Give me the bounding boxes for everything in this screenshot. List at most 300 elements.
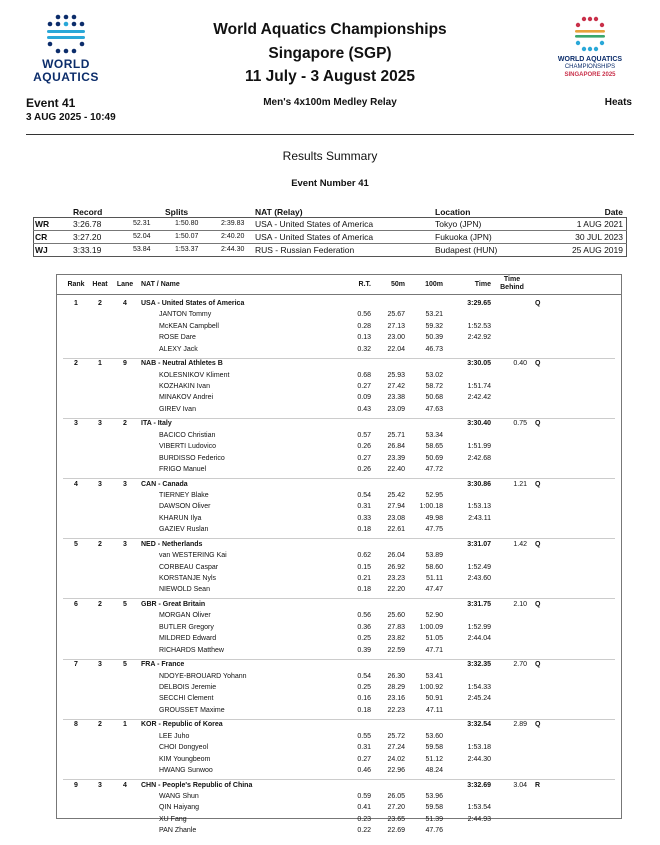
- records-header-date: Date: [604, 207, 623, 217]
- team-rank: 5: [74, 540, 78, 548]
- team-rank: 7: [74, 661, 78, 669]
- event-label: Event 41: [26, 96, 76, 110]
- swimmer-split-50m: 23.00: [387, 334, 405, 342]
- swimmer-row: [57, 454, 621, 465]
- swimmer-reaction-time: 0.33: [357, 514, 371, 522]
- record-time: 3:26.78: [73, 219, 102, 229]
- col-nat-name: NAT / Name: [141, 281, 180, 288]
- team-heat: 3: [98, 420, 102, 428]
- team-heat: 1: [98, 360, 102, 368]
- team-rank: 9: [74, 781, 78, 789]
- swimmer-split-50m: 25.71: [387, 431, 405, 439]
- col-heat: Heat: [92, 281, 108, 288]
- championship-dates: 11 July - 3 August 2025: [244, 68, 415, 85]
- swimmer-split-100m: 53.89: [425, 552, 443, 560]
- swimmer-row: [57, 333, 621, 344]
- swimmer-split-50m: 26.05: [387, 792, 405, 800]
- results-header: [57, 275, 621, 295]
- swimmer-split-50m: 22.04: [387, 345, 405, 353]
- swimmer-split-100m: 47.63: [425, 405, 443, 413]
- swimmer-split-50m: 22.59: [387, 646, 405, 654]
- team-time-behind: 0.40: [513, 360, 527, 368]
- record-code: WR: [35, 219, 50, 229]
- swimmer-cumulative-time: 1:53.54: [467, 804, 491, 812]
- team-result: [57, 600, 621, 660]
- swimmer-reaction-time: 0.26: [357, 443, 371, 451]
- swimmer-row: [57, 766, 621, 777]
- record-split-3: 2:39.83: [221, 220, 245, 227]
- team-row: [57, 600, 621, 611]
- swimmer-reaction-time: 0.09: [357, 394, 371, 402]
- team-row: [57, 540, 621, 551]
- swimmer-split-50m: 25.72: [387, 732, 405, 740]
- swimmer-split-100m: 51.39: [425, 815, 443, 823]
- swimmer-row: [57, 743, 621, 754]
- team-heat: 3: [98, 781, 102, 789]
- qualification-mark: Q: [535, 540, 541, 548]
- record-date: 25 AUG 2019: [571, 245, 623, 255]
- record-row: [33, 231, 627, 244]
- record-split-3: 2:40.20: [221, 233, 245, 240]
- swimmer-reaction-time: 0.55: [357, 732, 371, 740]
- swimmer-split-100m: 52.90: [425, 612, 443, 620]
- swimmer-name: SECCHI Clement: [159, 695, 214, 703]
- swimmer-name: XU Fang: [159, 815, 187, 823]
- team-row: [57, 720, 621, 731]
- swimmer-row: [57, 623, 621, 634]
- event-date: 3 AUG 2025 - 10:49: [26, 112, 116, 123]
- team-rank: 8: [74, 721, 78, 729]
- swimmer-name: ALEXY Jack: [159, 345, 198, 353]
- swimmer-cumulative-time: 2:43.11: [468, 514, 491, 522]
- swimmer-cumulative-time: 2:42.68: [467, 454, 491, 462]
- team-rank: 4: [74, 480, 78, 488]
- swimmer-reaction-time: 0.23: [357, 815, 371, 823]
- record-nat: USA - United States of America: [255, 219, 374, 229]
- logo-text-line3: SINGAPORE 2025: [564, 72, 616, 78]
- swimmer-split-100m: 50.91: [425, 695, 443, 703]
- swimmer-split-50m: 27.42: [387, 382, 405, 390]
- swimmer-reaction-time: 0.54: [357, 491, 371, 499]
- swimmer-reaction-time: 0.56: [357, 612, 371, 620]
- qualification-mark: Q: [535, 721, 541, 729]
- swimmer-reaction-time: 0.56: [357, 311, 371, 319]
- swimmer-reaction-time: 0.59: [357, 792, 371, 800]
- team-rank: 3: [74, 420, 78, 428]
- swimmer-split-100m: 47.47: [425, 586, 443, 594]
- swimmer-row: [57, 646, 621, 657]
- swimmer-split-100m: 59.58: [425, 744, 443, 752]
- record-location: Fukuoka (JPN): [435, 232, 492, 242]
- swimmer-split-50m: 26.84: [387, 443, 405, 451]
- team-time-behind: 0.75: [513, 420, 527, 428]
- logo-wordmark-line2: AQUATICS: [33, 70, 99, 84]
- swimmer-split-50m: 22.20: [387, 586, 405, 594]
- swimmer-split-50m: 27.13: [387, 322, 405, 330]
- record-split-2: 1:53.37: [175, 246, 199, 253]
- swimmer-row: [57, 551, 621, 562]
- swimmer-cumulative-time: 1:51.99: [467, 443, 491, 451]
- swimmer-reaction-time: 0.31: [357, 744, 371, 752]
- swimmer-split-100m: 51.12: [425, 755, 443, 763]
- swimmer-row: [57, 803, 621, 814]
- swimmer-name: KIM Youngbeom: [159, 755, 211, 763]
- swimmer-split-100m: 53.34: [425, 431, 443, 439]
- swimmer-reaction-time: 0.46: [357, 766, 371, 774]
- swimmer-split-100m: 50.39: [425, 334, 443, 342]
- team-result: [57, 419, 621, 479]
- team-lane: 4: [123, 300, 127, 307]
- swimmer-reaction-time: 0.18: [357, 706, 371, 714]
- swimmer-split-100m: 47.76: [425, 827, 443, 835]
- swimmer-split-50m: 23.16: [387, 695, 405, 703]
- team-heat: 3: [98, 480, 102, 488]
- swimmer-reaction-time: 0.16: [357, 695, 371, 703]
- swimmer-row: [57, 502, 621, 513]
- qualification-mark: Q: [535, 661, 541, 669]
- record-split-1: 52.31: [133, 220, 151, 227]
- col-rt: R.T.: [358, 281, 371, 288]
- record-time: 3:27.20: [73, 232, 102, 242]
- logo-wordmark-line1: WORLD: [42, 57, 90, 71]
- team-time-behind: 1.42: [513, 540, 527, 548]
- swimmer-cumulative-time: 2:44.04: [467, 635, 491, 643]
- record-date: 1 AUG 2021: [576, 219, 623, 229]
- swimmer-split-100m: 50.68: [425, 394, 443, 402]
- team-name: GBR - Great Britain: [141, 601, 206, 608]
- swimmer-reaction-time: 0.25: [357, 635, 371, 643]
- championships-logo: [548, 16, 632, 86]
- swimmer-row: [57, 611, 621, 622]
- swimmer-row: [57, 525, 621, 536]
- swimmer-row: [57, 815, 621, 826]
- team-time: 3:29.65: [467, 300, 491, 307]
- swimmer-name: MINAKOV Andrei: [159, 394, 214, 402]
- team-time: 3:30.86: [467, 480, 491, 488]
- swimmer-split-100m: 53.96: [425, 792, 443, 800]
- record-code: WJ: [35, 245, 48, 255]
- swimmer-reaction-time: 0.27: [357, 382, 371, 390]
- col-100m: 100m: [425, 281, 443, 288]
- swimmer-row: [57, 405, 621, 416]
- team-lane: 5: [123, 661, 127, 669]
- swimmer-reaction-time: 0.39: [357, 646, 371, 654]
- team-lane: 3: [123, 540, 127, 548]
- swimmer-reaction-time: 0.54: [357, 672, 371, 680]
- swimmer-split-50m: 22.96: [387, 766, 405, 774]
- team-row: [57, 781, 621, 792]
- swimmer-row: [57, 732, 621, 743]
- swimmer-name: KOZHAKIN Ivan: [159, 382, 210, 390]
- swimmer-split-100m: 58.72: [425, 382, 443, 390]
- qualification-mark: Q: [535, 601, 541, 608]
- swimmer-split-50m: 22.23: [387, 706, 405, 714]
- team-rank: 2: [74, 360, 78, 368]
- swimmer-reaction-time: 0.18: [357, 526, 371, 534]
- record-code: CR: [35, 232, 48, 242]
- swimmer-split-50m: 25.42: [387, 491, 405, 499]
- col-50m: 50m: [390, 281, 405, 288]
- team-time: 3:30.05: [467, 360, 491, 368]
- records-header-splits: Splits: [165, 207, 189, 217]
- col-rank: Rank: [67, 281, 85, 288]
- swimmer-name: CHOI Dongyeol: [159, 744, 209, 752]
- record-location: Budapest (HUN): [435, 245, 498, 255]
- swimmer-row: [57, 826, 621, 837]
- swimmer-split-100m: 58.65: [425, 443, 443, 451]
- team-result: [57, 480, 621, 540]
- swimmer-name: FRIGO Manuel: [159, 465, 207, 473]
- swimmer-reaction-time: 0.13: [357, 334, 371, 342]
- logo-text-line2: CHAMPIONSHIPS: [564, 64, 616, 70]
- team-row: [57, 299, 621, 310]
- world-aquatics-dots-icon: [44, 14, 88, 54]
- records-header-nat: NAT (Relay): [255, 207, 303, 217]
- swimmer-name: NDOYE-BROUARD Yohann: [159, 672, 247, 680]
- team-lane: 5: [123, 601, 127, 608]
- swimmer-split-100m: 48.24: [425, 766, 443, 774]
- qualification-mark: R: [535, 781, 541, 789]
- swimmer-name: PAN Zhanle: [159, 827, 197, 835]
- swimmer-cumulative-time: 2:44.93: [467, 815, 491, 823]
- swimmer-name: JANTON Tommy: [159, 311, 212, 319]
- records-header-location: Location: [435, 207, 471, 217]
- team-lane: 1: [123, 721, 127, 729]
- swimmer-name: QIN Haiyang: [159, 804, 200, 812]
- swimmer-reaction-time: 0.18: [357, 586, 371, 594]
- swimmer-split-50m: 22.40: [387, 465, 405, 473]
- swimmer-split-50m: 26.92: [387, 563, 405, 571]
- swimmer-split-50m: 25.67: [387, 311, 405, 319]
- swimmer-reaction-time: 0.32: [357, 345, 371, 353]
- swimmer-reaction-time: 0.27: [357, 454, 371, 462]
- col-time-behind-line1: Time: [503, 276, 521, 283]
- swimmer-split-50m: 26.30: [387, 672, 405, 680]
- swimmer-cumulative-time: 1:53.13: [467, 503, 491, 511]
- swimmer-row: [57, 672, 621, 683]
- swimmer-name: van WESTERING Kai: [159, 552, 227, 560]
- team-name: USA - United States of America: [141, 300, 245, 307]
- record-split-2: 1:50.07: [175, 233, 199, 240]
- swimmer-name: ROSE Dare: [159, 334, 196, 342]
- team-rank: 1: [74, 300, 78, 307]
- swimmer-name: LEE Juho: [159, 732, 190, 740]
- swimmer-reaction-time: 0.31: [357, 503, 371, 511]
- swimmer-row: [57, 371, 621, 382]
- team-time: 3:31.75: [467, 601, 491, 608]
- swimmer-split-50m: 22.61: [387, 526, 405, 534]
- event-number: Event Number 41: [291, 178, 369, 189]
- swimmer-split-100m: 50.69: [425, 454, 443, 462]
- swimmer-split-50m: 28.29: [387, 683, 405, 691]
- swimmer-reaction-time: 0.28: [357, 322, 371, 330]
- swimmer-split-100m: 1:00.09: [419, 623, 443, 631]
- swimmer-reaction-time: 0.62: [357, 552, 371, 560]
- swimmer-split-100m: 51.05: [425, 635, 443, 643]
- team-name: NED - Netherlands: [141, 540, 203, 548]
- results-table: [56, 274, 622, 835]
- team-time: 3:32.54: [467, 721, 491, 729]
- swimmer-reaction-time: 0.21: [357, 574, 371, 582]
- swimmer-split-100m: 49.98: [425, 514, 443, 522]
- team-result: [57, 540, 621, 600]
- team-lane: 3: [123, 480, 127, 488]
- swimmer-split-50m: 24.02: [387, 755, 405, 763]
- qualification-mark: Q: [535, 480, 541, 488]
- swimmer-row: [57, 514, 621, 525]
- records-table: [33, 206, 627, 257]
- swimmer-split-50m: 27.94: [387, 503, 405, 511]
- team-time: 3:32.69: [467, 781, 491, 789]
- team-lane: 2: [123, 420, 127, 428]
- swimmer-row: [57, 431, 621, 442]
- championship-location: Singapore (SGP): [268, 45, 392, 62]
- championships-dots-icon: [572, 16, 608, 52]
- team-heat: 2: [98, 300, 102, 307]
- swimmer-name: DELBOIS Jeremie: [159, 683, 217, 691]
- swimmer-split-50m: 23.38: [387, 394, 405, 402]
- swimmer-name: NIEWOLD Sean: [159, 586, 210, 594]
- swimmer-split-100m: 53.41: [425, 672, 443, 680]
- swimmer-name: KOLESNIKOV Kliment: [159, 371, 230, 379]
- swimmer-cumulative-time: 2:43.60: [467, 574, 491, 582]
- swimmer-reaction-time: 0.22: [357, 827, 371, 835]
- event-name: Men's 4x100m Medley Relay: [263, 97, 397, 108]
- swimmer-cumulative-time: 2:44.30: [467, 755, 491, 763]
- swimmer-split-100m: 47.72: [425, 465, 443, 473]
- swimmer-split-100m: 53.21: [425, 311, 443, 319]
- swimmer-split-50m: 27.24: [387, 744, 405, 752]
- record-nat: USA - United States of America: [255, 232, 374, 242]
- swimmer-name: KORSTANJE Nyls: [159, 574, 217, 582]
- swimmer-name: MORGAN Oliver: [159, 612, 211, 620]
- swimmer-split-50m: 23.08: [387, 514, 405, 522]
- swimmer-row: [57, 574, 621, 585]
- swimmer-reaction-time: 0.57: [357, 431, 371, 439]
- team-name: ITA - Italy: [141, 420, 172, 428]
- swimmer-split-100m: 47.11: [426, 706, 443, 714]
- swimmer-split-50m: 23.65: [387, 815, 405, 823]
- swimmer-cumulative-time: 1:51.74: [467, 382, 491, 390]
- swimmer-reaction-time: 0.27: [357, 755, 371, 763]
- swimmer-row: [57, 585, 621, 596]
- team-time: 3:32.35: [467, 661, 491, 669]
- swimmer-name: BURDISSO Federico: [159, 454, 225, 462]
- record-nat: RUS - Russian Federation: [255, 245, 355, 255]
- record-split-3: 2:44.30: [221, 246, 245, 253]
- record-date: 30 JUL 2023: [575, 232, 623, 242]
- swimmer-split-50m: 25.93: [387, 371, 405, 379]
- record-split-2: 1:50.80: [175, 220, 199, 227]
- swimmer-row: [57, 491, 621, 502]
- swimmer-name: BACICO Christian: [159, 431, 216, 439]
- swimmer-split-50m: 23.82: [387, 635, 405, 643]
- swimmer-name: KHARUN Ilya: [159, 514, 202, 522]
- swimmer-name: HWANG Sunwoo: [159, 766, 213, 774]
- swimmer-split-100m: 53.02: [425, 371, 443, 379]
- swimmer-split-100m: 1:00.18: [419, 503, 443, 511]
- swimmer-row: [57, 563, 621, 574]
- swimmer-split-100m: 51.11: [426, 574, 443, 582]
- team-result: [57, 359, 621, 419]
- team-name: FRA - France: [141, 661, 185, 669]
- qualification-mark: Q: [535, 300, 541, 307]
- swimmer-name: GIREV Ivan: [159, 405, 196, 413]
- swimmer-row: [57, 442, 621, 453]
- swimmer-row: [57, 393, 621, 404]
- swimmer-split-100m: 59.32: [425, 322, 443, 330]
- team-heat: 3: [98, 661, 102, 669]
- swimmer-split-50m: 25.60: [387, 612, 405, 620]
- col-time-behind-line2: Behind: [500, 284, 524, 291]
- swimmer-split-50m: 23.39: [387, 454, 405, 462]
- records-header-record: Record: [73, 207, 103, 217]
- swimmer-name: DAWSON Oliver: [159, 503, 211, 511]
- team-name: CAN - Canada: [141, 480, 188, 488]
- record-location: Tokyo (JPN): [435, 219, 482, 229]
- header-divider: [26, 134, 634, 135]
- swimmer-split-50m: 23.09: [387, 405, 405, 413]
- swimmer-split-100m: 47.75: [425, 526, 443, 534]
- swimmer-row: [57, 755, 621, 766]
- team-result: [57, 720, 621, 780]
- team-time-behind: 2.89: [513, 721, 527, 729]
- team-row: [57, 419, 621, 430]
- swimmer-row: [57, 465, 621, 476]
- world-aquatics-logo: [26, 14, 106, 86]
- swimmer-cumulative-time: 2:45.24: [467, 695, 491, 703]
- swimmer-reaction-time: 0.36: [357, 623, 371, 631]
- event-phase: Heats: [604, 97, 632, 108]
- swimmer-reaction-time: 0.15: [357, 563, 371, 571]
- swimmer-reaction-time: 0.68: [357, 371, 371, 379]
- swimmer-cumulative-time: 1:52.53: [467, 322, 491, 330]
- team-time-behind: 3.04: [513, 781, 527, 789]
- swimmer-split-100m: 58.60: [425, 563, 443, 571]
- championship-title: World Aquatics Championships: [213, 21, 447, 38]
- swimmer-name: WANG Shun: [159, 792, 199, 800]
- swimmer-reaction-time: 0.43: [357, 405, 371, 413]
- record-row: [33, 244, 627, 257]
- team-row: [57, 480, 621, 491]
- swimmer-split-100m: 59.58: [425, 804, 443, 812]
- swimmer-split-100m: 53.60: [425, 732, 443, 740]
- swimmer-split-100m: 47.71: [425, 646, 443, 654]
- team-row: [57, 359, 621, 370]
- swimmer-row: [57, 634, 621, 645]
- qualification-mark: Q: [535, 420, 541, 428]
- team-result: [57, 660, 621, 720]
- swimmer-name: MILDRED Edward: [159, 635, 217, 643]
- team-heat: 2: [98, 721, 102, 729]
- col-time: Time: [474, 281, 491, 288]
- swimmer-name: GROUSSET Maxime: [159, 706, 225, 714]
- swimmer-row: [57, 694, 621, 705]
- team-time-behind: 2.70: [513, 661, 527, 669]
- team-name: CHN - People's Republic of China: [141, 781, 253, 789]
- team-name: KOR - Republic of Korea: [141, 721, 223, 729]
- swimmer-cumulative-time: 1:54.33: [467, 683, 491, 691]
- swimmer-cumulative-time: 1:52.49: [467, 563, 491, 571]
- swimmer-name: VIBERTI Ludovico: [159, 443, 217, 451]
- swimmer-row: [57, 322, 621, 333]
- swimmer-cumulative-time: 2:42.42: [467, 394, 491, 402]
- team-row: [57, 660, 621, 671]
- swimmer-cumulative-time: 1:53.18: [467, 744, 491, 752]
- swimmer-row: [57, 382, 621, 393]
- record-row: [33, 218, 627, 231]
- records-header: [33, 206, 627, 218]
